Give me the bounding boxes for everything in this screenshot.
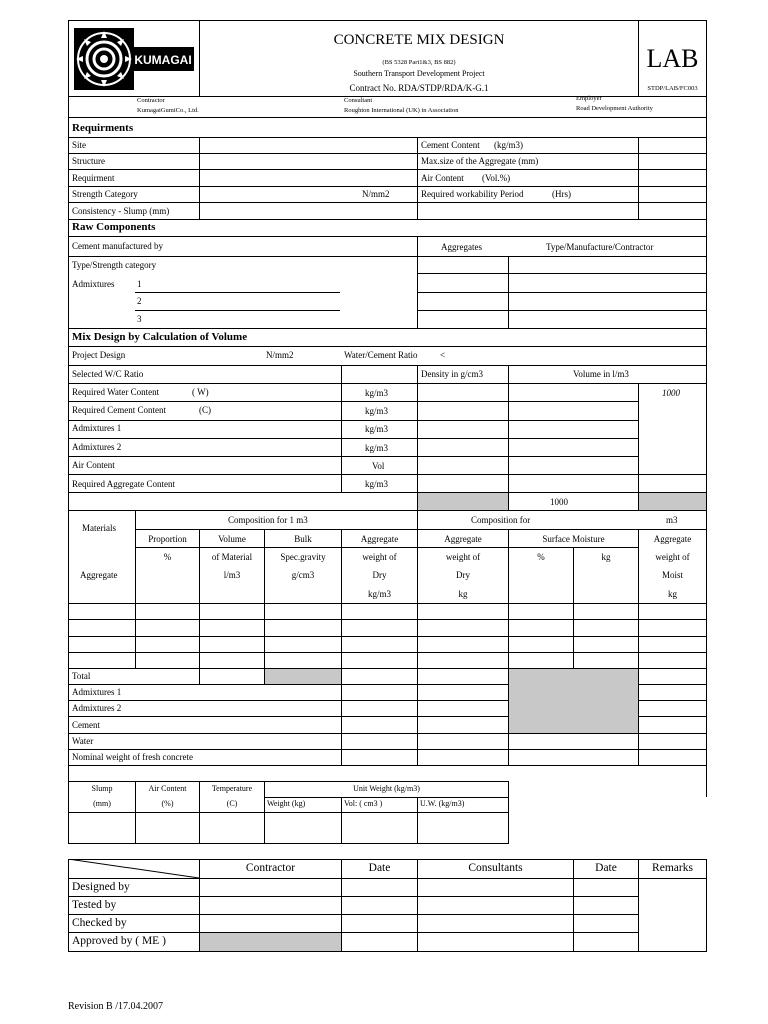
structure-label: Structure — [72, 156, 105, 166]
lab-label: LAB — [646, 44, 699, 73]
contractor-col-header: Contractor — [245, 862, 296, 874]
company-logo — [74, 28, 194, 90]
remarks-col-header: Remarks — [652, 862, 693, 874]
agg-dry-kg-unit: kg — [458, 589, 468, 599]
volume-total-1000: 1000 — [550, 497, 568, 507]
agg-dry-dry: Dry — [372, 570, 387, 580]
wc-ratio-label: Water/Cement Ratio — [344, 350, 418, 360]
strength-category-label: Strength Category — [72, 189, 138, 199]
composition-m3-label: m3 — [666, 515, 678, 525]
admixture-2-number: 2 — [137, 296, 142, 306]
project-name: Southern Transport Development Project — [353, 69, 485, 78]
agg-moist-header: Aggregate — [653, 534, 692, 544]
max-size-label: Max.size of the Aggregate (mm) — [421, 156, 539, 166]
logo-text: KUMAGAI — [134, 53, 192, 67]
date2-col-header: Date — [595, 862, 617, 874]
agg-dry-kg-dry: Dry — [456, 570, 470, 580]
unit-aggregate: kg/m3 — [365, 479, 389, 489]
consultants-col-header: Consultants — [468, 862, 523, 874]
bulk-header: Bulk — [294, 534, 312, 544]
admixture-1-number: 1 — [137, 279, 142, 289]
site-label: Site — [72, 140, 87, 150]
wc-ratio-sign: < — [440, 350, 446, 360]
surface-moisture-pct: % — [537, 552, 545, 562]
unit-water: kg/m3 — [365, 388, 389, 398]
volume-header: Volume — [218, 534, 246, 544]
cement-manufactured-label: Cement manufactured by — [72, 241, 163, 251]
uw-header: U.W. (kg/m3) — [420, 799, 465, 808]
agg-dry-kg-header: Aggregate — [444, 534, 482, 544]
composition-for-label: Composition for — [471, 515, 531, 525]
slump-unit: (mm) — [93, 799, 111, 808]
aggregate-row-label: Aggregate — [80, 570, 118, 580]
revision-footer: Revision B /17.04.2007 — [68, 1001, 164, 1012]
proportion-header: Proportion — [148, 534, 187, 544]
air-content-row-label: Air Content — [72, 460, 115, 470]
doc-code: STDP/LAB/FC003 — [647, 85, 698, 92]
workability-label: Required workability Period — [421, 189, 524, 199]
vol-cm3-header: Vol: ( cm3 ) — [344, 799, 383, 808]
requirements-heading: Requirments — [72, 122, 134, 134]
cement-content-label: Cement Content — [421, 140, 480, 150]
req-water-label: Required Water Content — [72, 387, 160, 397]
tested-by-label: Tested by — [72, 899, 117, 911]
unit-air: Vol — [372, 461, 385, 471]
density-label: Density in g/cm3 — [421, 369, 483, 379]
type-strength-label: Type/Strength category — [72, 260, 157, 270]
surface-moisture-header: Surface Moisture — [542, 534, 605, 544]
consultant-label: Consultant — [344, 97, 373, 104]
admixtures-2-row-label: Admixtures 2 — [72, 703, 122, 713]
temperature-header: Temperature — [211, 784, 253, 793]
contractor-label: Contractor — [137, 97, 165, 104]
agg-moist-unit: kg — [668, 589, 677, 599]
nominal-weight-label: Nominal weight of fresh concrete — [72, 752, 193, 762]
consistency-label: Consistency - Slump (mm) — [72, 206, 170, 216]
designed-by-label: Designed by — [72, 881, 130, 893]
admixtures-1-label: Admixtures 1 — [72, 423, 122, 433]
agg-dry-kg-weight-of: weight of — [445, 552, 481, 562]
of-material-header: of Material — [211, 552, 253, 562]
employer-value: Road Development Authority — [576, 105, 653, 112]
approved-by-label: Approved by ( ME ) — [72, 935, 166, 947]
admixtures-2-label: Admixtures 2 — [72, 442, 122, 452]
unit-cement: kg/m3 — [365, 406, 389, 416]
admixture-3-number: 3 — [137, 314, 142, 324]
gray-cell-density-total — [418, 493, 508, 510]
volume-unit: l/m3 — [223, 570, 241, 580]
requirment-label: Requirment — [72, 173, 115, 183]
project-design-unit: N/mm2 — [266, 350, 294, 360]
air-content-label: Air Content — [421, 173, 464, 183]
slump-air-header: Air Content — [148, 784, 187, 793]
date-col-header: Date — [368, 862, 391, 874]
form-title: CONCRETE MIX DESIGN — [333, 32, 505, 48]
selected-wc-label: Selected W/C Ratio — [72, 369, 144, 379]
req-aggregate-label: Required Aggregate Content — [72, 479, 175, 489]
agg-dry-weight-of: weight of — [362, 552, 397, 562]
checked-by-label: Checked by — [72, 917, 127, 929]
agg-moist-weight-of: weight of — [655, 552, 690, 562]
slump-header: Slump — [91, 784, 113, 793]
proportion-unit: % — [163, 552, 172, 562]
unit-weight-header: Unit Weight (kg/m3) — [353, 784, 420, 793]
surface-moisture-kg: kg — [601, 552, 611, 562]
mix-design-heading: Mix Design by Calculation of Volume — [72, 331, 248, 343]
admixtures-label: Admixtures — [72, 279, 115, 289]
req-cement-symbol: (C) — [199, 405, 211, 415]
cement-row-label: Cement — [72, 720, 100, 730]
project-design-label: Project Design — [72, 350, 126, 360]
gray-cell-total-bulk — [265, 669, 341, 684]
spec-gravity-unit: g/cm3 — [291, 570, 315, 580]
gray-block-surface-moisture — [509, 669, 638, 733]
agg-dry-header: Aggregate — [360, 534, 399, 544]
workability-unit: (Hrs) — [552, 189, 571, 199]
volume-label: Volume in l/m3 — [573, 369, 629, 379]
req-cement-label: Required Cement Content — [72, 405, 166, 415]
weight-kg-header: Weight (kg) — [267, 799, 306, 808]
agg-dry-unit: kg/m3 — [367, 589, 391, 599]
type-manufacture-label: Type/Manufacture/Contractor — [546, 242, 654, 252]
contractor-value: KumagaiGumiCo., Ltd. — [137, 107, 199, 114]
admixtures-1-row-label: Admixtures 1 — [72, 687, 122, 697]
employer-label: Employer — [576, 95, 602, 102]
materials-label: Materials — [82, 523, 116, 533]
strength-unit: N/mm2 — [362, 189, 390, 199]
contract-number: Contract No. RDA/STDP/RDA/K-G.1 — [349, 83, 489, 93]
unit-adm2: kg/m3 — [365, 443, 389, 453]
spec-gravity-header: Spec.gravity — [280, 552, 326, 562]
agg-moist-moist: Moist — [661, 570, 683, 580]
unit-adm1: kg/m3 — [365, 424, 389, 434]
diagonal-header-cell — [68, 859, 199, 878]
aggregates-label: Aggregates — [441, 242, 482, 252]
standard-ref: (BS 5328 Part1&3, BS 882) — [382, 59, 456, 66]
slump-air-unit: (%) — [161, 799, 174, 808]
cement-content-unit: (kg/m3) — [494, 140, 523, 150]
total-row-label: Total — [72, 671, 91, 681]
composition-for-1-label: Composition for 1 m3 — [228, 515, 308, 525]
temperature-unit: (C) — [226, 799, 238, 808]
raw-components-heading: Raw Components — [72, 221, 156, 233]
volume-total-1000-italic: 1000 — [662, 388, 680, 398]
consultant-value: Roughton International (UK) in Association — [344, 107, 459, 114]
air-content-unit: (Vol.%) — [482, 173, 511, 183]
req-water-symbol: ( W) — [192, 387, 209, 397]
water-row-label: Water — [72, 736, 94, 746]
gray-cell-approved-contractor — [200, 933, 341, 951]
gray-cell-right-total — [639, 493, 706, 510]
